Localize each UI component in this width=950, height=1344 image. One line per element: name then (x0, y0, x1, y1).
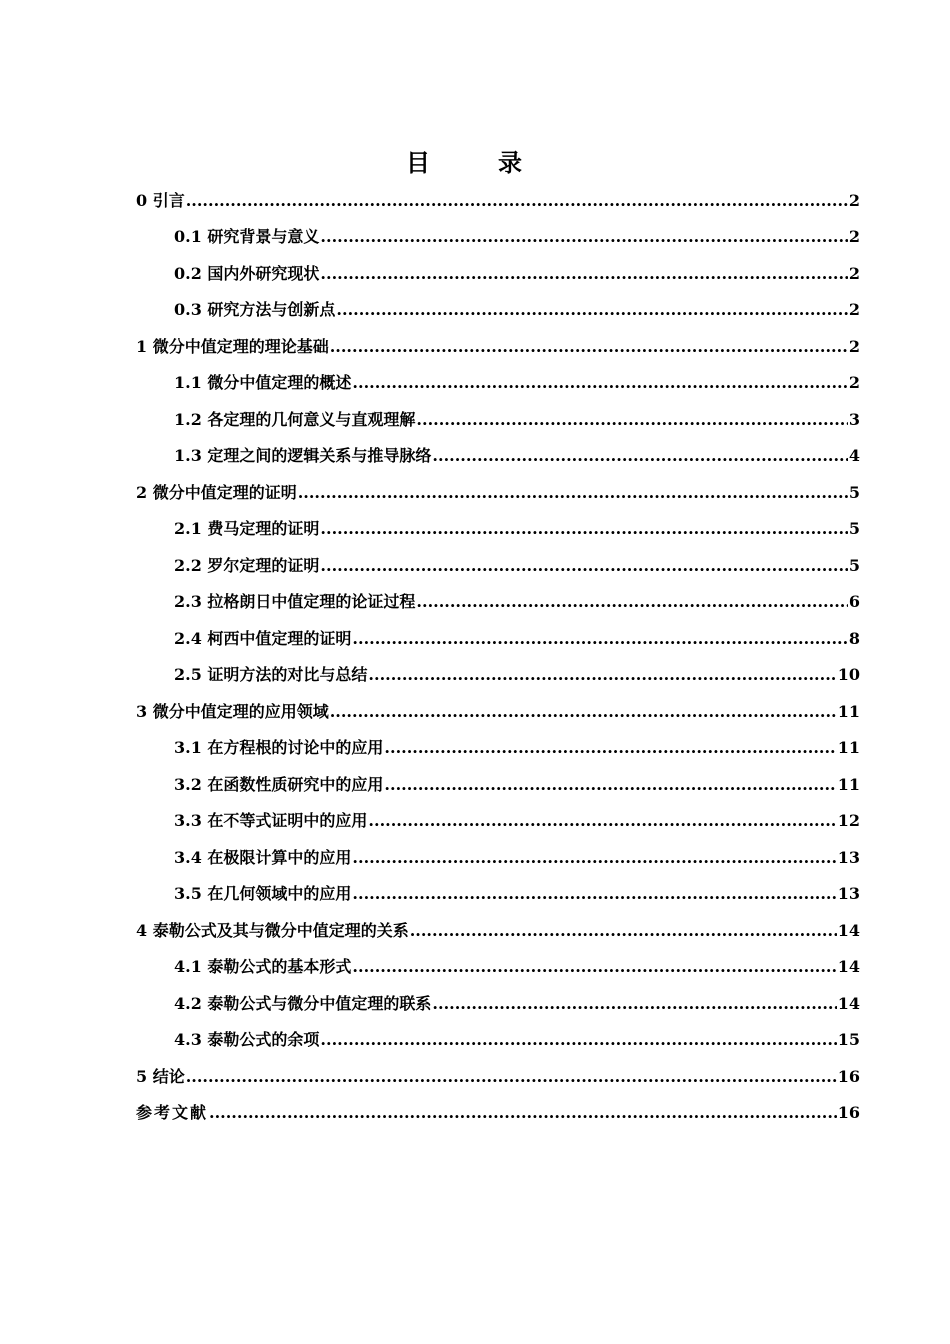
toc-dot-leader (186, 190, 848, 212)
toc-page-number: 2 (848, 227, 860, 246)
toc-entry[interactable] (174, 222, 860, 248)
toc-entry[interactable] (174, 806, 860, 832)
toc-entry[interactable] (174, 952, 860, 978)
toc-dot-leader (410, 920, 837, 942)
page-title: 目 录 (406, 148, 544, 177)
toc-dot-leader (320, 518, 847, 540)
toc-entry[interactable] (174, 989, 860, 1015)
toc-dot-leader (432, 445, 847, 467)
toc-entry-label: 1.1 微分中值定理的概述 (174, 373, 352, 392)
toc-dot-leader (336, 299, 847, 321)
toc-entry-label: 4.3 泰勒公式的余项 (174, 1030, 320, 1049)
toc-entry[interactable] (174, 514, 860, 540)
toc-entry-label: 0.1 研究背景与意义 (174, 227, 320, 246)
toc-entry[interactable] (174, 259, 860, 285)
toc-entry[interactable] (174, 295, 860, 321)
toc-page-number: 10 (837, 665, 860, 684)
toc-entry-label: 5 结论 (136, 1067, 185, 1086)
toc-dot-leader (432, 993, 836, 1015)
toc-dot-leader (352, 956, 836, 978)
toc-entry-label: 参考文献 (136, 1103, 209, 1122)
toc-entry-label: 3.1 在方程根的讨论中的应用 (174, 738, 384, 757)
toc-page-number: 2 (848, 373, 860, 392)
toc-entry-label: 1.2 各定理的几何意义与直观理解 (174, 410, 416, 429)
toc-entry[interactable] (136, 697, 860, 723)
toc-entry[interactable] (174, 843, 860, 869)
toc-page-number: 2 (848, 337, 860, 356)
toc-page-number: 14 (837, 994, 860, 1013)
toc-entry-label: 0.2 国内外研究现状 (174, 264, 320, 283)
toc-dot-leader (352, 628, 847, 650)
toc-dot-leader (330, 701, 837, 723)
toc-page-number: 14 (837, 921, 860, 940)
toc-page-number: 13 (837, 884, 860, 903)
toc-page-number: 12 (837, 811, 860, 830)
toc-entry[interactable] (174, 405, 860, 431)
toc-page-number: 6 (848, 592, 860, 611)
toc-page-number: 11 (837, 775, 860, 794)
toc-dot-leader (368, 664, 836, 686)
toc-dot-leader (209, 1102, 837, 1124)
toc-entry-label: 3.2 在函数性质研究中的应用 (174, 775, 384, 794)
toc-dot-leader (352, 883, 836, 905)
toc-page-number: 2 (848, 300, 860, 319)
toc-entry[interactable] (174, 770, 860, 796)
toc-dot-leader (320, 1029, 836, 1051)
toc-entry-label: 4.1 泰勒公式的基本形式 (174, 957, 352, 976)
toc-dot-leader (352, 847, 836, 869)
toc-entry-label: 2.5 证明方法的对比与总结 (174, 665, 368, 684)
toc-entry-label: 3.4 在极限计算中的应用 (174, 848, 352, 867)
toc-dot-leader (330, 336, 848, 358)
toc-entry-label: 0 引言 (136, 191, 185, 210)
toc-entry[interactable] (174, 587, 860, 613)
toc-entry[interactable] (136, 478, 860, 504)
toc-entry-label: 0.3 研究方法与创新点 (174, 300, 336, 319)
toc-entry-label: 4.2 泰勒公式与微分中值定理的联系 (174, 994, 432, 1013)
toc-entry[interactable] (174, 1025, 860, 1051)
toc-entry[interactable] (136, 186, 860, 212)
toc-page-number: 15 (837, 1030, 860, 1049)
toc-dot-leader (416, 591, 847, 613)
toc-entry[interactable] (174, 368, 860, 394)
toc-entry-label: 2.2 罗尔定理的证明 (174, 556, 320, 575)
toc-dot-leader (320, 263, 847, 285)
toc-entry[interactable] (174, 624, 860, 650)
toc-page-number: 5 (848, 556, 860, 575)
toc-page-number: 16 (837, 1067, 860, 1086)
toc-page-number: 2 (848, 264, 860, 283)
toc-dot-leader (384, 774, 836, 796)
toc-page-number: 16 (837, 1103, 860, 1122)
toc-page-number: 8 (848, 629, 860, 648)
toc-page-number: 13 (837, 848, 860, 867)
toc-entry[interactable] (136, 1098, 860, 1124)
toc-entry-label: 2.4 柯西中值定理的证明 (174, 629, 352, 648)
toc-page-number: 14 (837, 957, 860, 976)
toc-entry[interactable] (174, 733, 860, 759)
toc-entry[interactable] (136, 916, 860, 942)
toc-dot-leader (320, 226, 847, 248)
toc-page-number: 5 (848, 483, 860, 502)
toc-page-number: 11 (837, 738, 860, 757)
toc-dot-leader (416, 409, 847, 431)
toc-page-number: 4 (848, 446, 860, 465)
toc-page-number: 3 (848, 410, 860, 429)
toc-page-number: 11 (837, 702, 860, 721)
toc-dot-leader (384, 737, 836, 759)
toc-dot-leader (320, 555, 847, 577)
toc-dot-leader (368, 810, 836, 832)
toc-entry-label: 4 泰勒公式及其与微分中值定理的关系 (136, 921, 409, 940)
toc-entry-label: 1 微分中值定理的理论基础 (136, 337, 329, 356)
toc-entry-label: 3 微分中值定理的应用领域 (136, 702, 329, 721)
toc-entry[interactable] (174, 441, 860, 467)
toc-entry-label: 3.3 在不等式证明中的应用 (174, 811, 368, 830)
toc-entry[interactable] (174, 879, 860, 905)
toc-dot-leader (186, 1066, 837, 1088)
toc-entry[interactable] (174, 551, 860, 577)
toc-entry-label: 2 微分中值定理的证明 (136, 483, 297, 502)
toc-entry[interactable] (136, 332, 860, 358)
toc-dot-leader (298, 482, 848, 504)
toc-entry-label: 1.3 定理之间的逻辑关系与推导脉络 (174, 446, 432, 465)
toc-page-number: 2 (848, 191, 860, 210)
toc-dot-leader (352, 372, 847, 394)
toc-entry[interactable] (136, 1062, 860, 1088)
toc-entry-label: 2.1 费马定理的证明 (174, 519, 320, 538)
toc-entry-label: 2.3 拉格朗日中值定理的论证过程 (174, 592, 416, 611)
toc-entry[interactable] (174, 660, 860, 686)
toc-entry-label: 3.5 在几何领域中的应用 (174, 884, 352, 903)
toc-page-number: 5 (848, 519, 860, 538)
